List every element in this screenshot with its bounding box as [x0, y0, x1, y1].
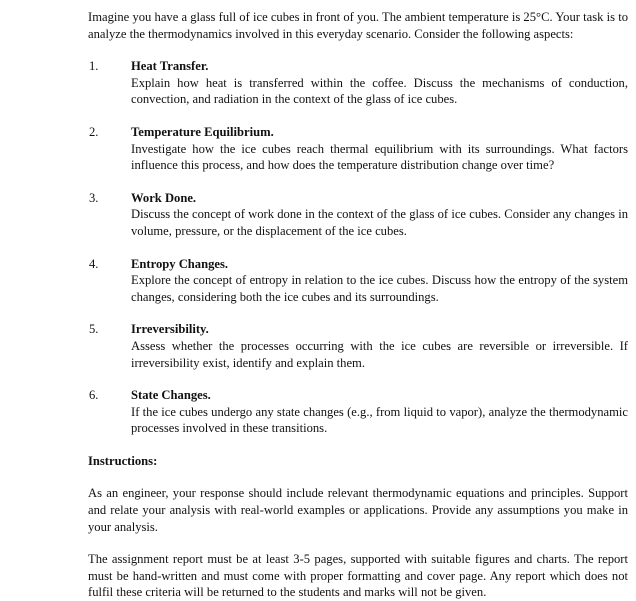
- task-number: 3.: [89, 190, 99, 205]
- task-description: Discuss the concept of work done in the context of the glass of ice cubes. Consider any changes in volume, pressure, or the displacement of the ice cubes.: [131, 207, 628, 238]
- task-item: [88, 58, 628, 108]
- task-body: [131, 256, 628, 306]
- instructions-heading: Instructions:: [88, 453, 158, 468]
- task-title: State Changes.: [131, 388, 211, 403]
- task-title: Work Done.: [131, 190, 197, 205]
- task-number: 2.: [89, 124, 99, 139]
- task-item: [88, 190, 628, 240]
- task-body: [131, 124, 628, 174]
- task-number: 4.: [89, 256, 99, 271]
- intro-paragraph: Imagine you have a glass full of ice cubes in front of you. The ambient temperature is 25°C. Your task is to analyze the thermodynamics involved in this everyday scenario. Consider the following aspects:: [88, 10, 628, 41]
- task-item: [88, 256, 628, 306]
- task-description: Explain how heat is transferred within the coffee. Discuss the mechanisms of conduction, convection, and radiation in the context of the glass of ice cubes.: [131, 75, 628, 107]
- task-title: Heat Transfer.: [131, 59, 209, 74]
- task-description: If the ice cubes undergo any state changes (e.g., from liquid to vapor), analyze the thermodynamic processes involved in these transitions.: [131, 404, 628, 436]
- task-body: [131, 190, 628, 240]
- task-number: 6.: [89, 388, 99, 403]
- task-title: Irreversibility.: [131, 322, 209, 337]
- task-body: [131, 321, 628, 371]
- instructions-paragraph: The assignment report must be at least 3-5 pages, supported with suitable figures and charts. The report must be hand-written and must come with proper formatting and cover page. Any report which does not fulfil these criteria will be returned to the students and marks will not be given.: [88, 552, 628, 600]
- task-body: [131, 58, 628, 108]
- instructions-paragraph: As an engineer, your response should include relevant thermodynamic equations and principles. Support and relate your analysis with real-world examples or applications. Provide any assumptions you make in your analysis.: [88, 486, 628, 534]
- task-item: [88, 321, 628, 371]
- task-body: [131, 387, 628, 437]
- task-description: Explore the concept of entropy in relation to the ice cubes. Discuss how the entropy of the system changes, considering both the ice cubes and its surroundings.: [131, 273, 628, 304]
- task-title: Temperature Equilibrium.: [131, 124, 274, 139]
- task-description: Investigate how the ice cubes reach thermal equilibrium with its surroundings. What factors influence this process, and how does the temperature distribution change over time?: [131, 141, 628, 173]
- task-item: [88, 387, 628, 437]
- task-list: [88, 58, 628, 437]
- task-description: Assess whether the processes occurring with the ice cubes are reversible or irreversible. If irreversibility exist, identify and explain them.: [131, 338, 628, 370]
- task-item: [88, 124, 628, 174]
- task-title: Entropy Changes.: [131, 256, 229, 271]
- task-number: 5.: [89, 322, 99, 337]
- task-number: 1.: [89, 59, 99, 74]
